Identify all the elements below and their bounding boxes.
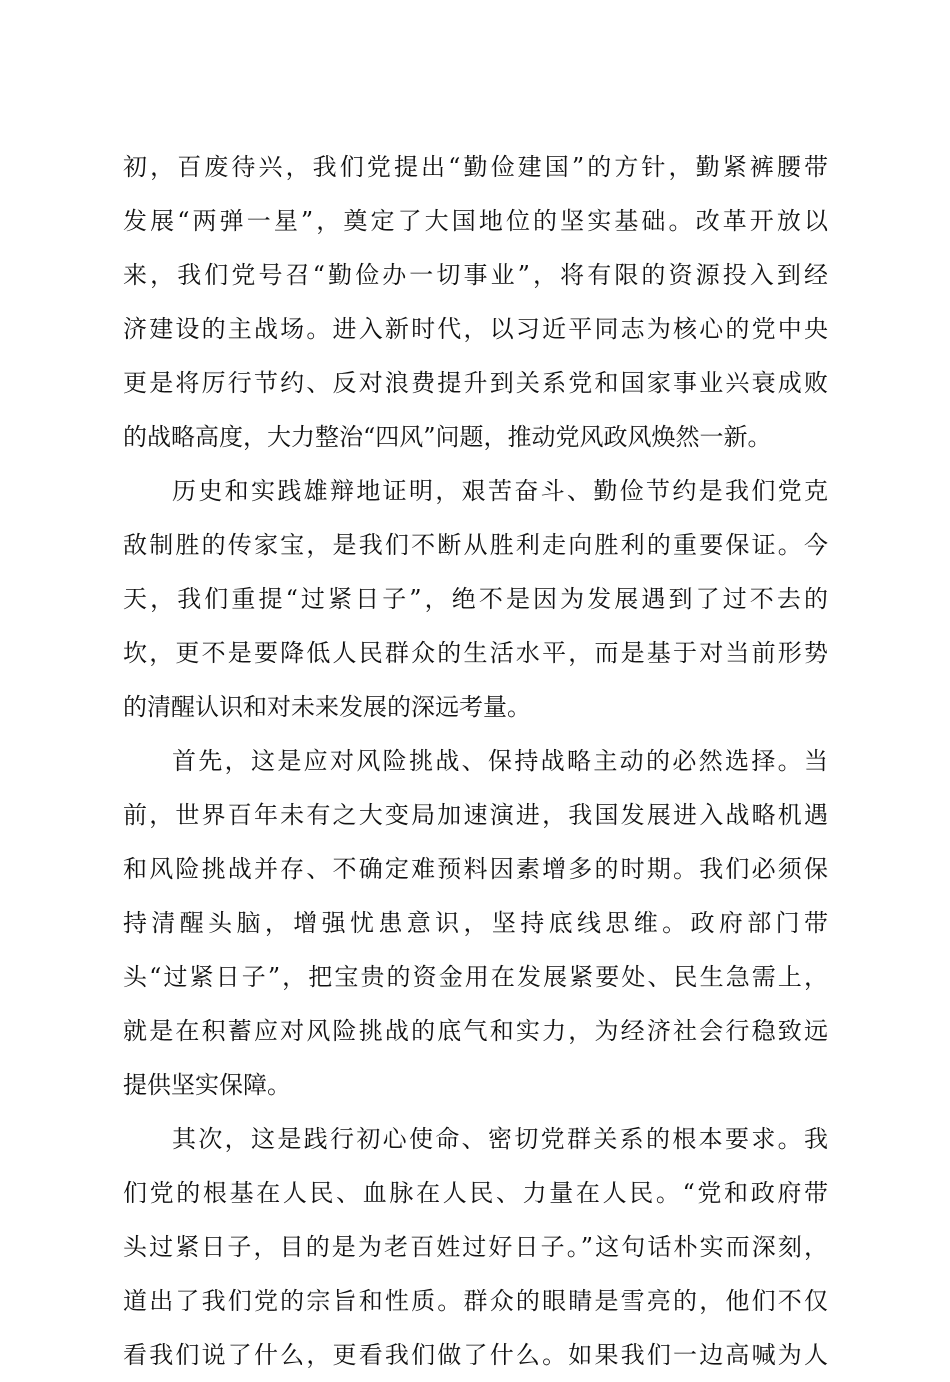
paragraph-first-line: 其次，这是践行初心使命、密切党群关系的根本要求。我 [172, 1125, 828, 1153]
body-text [123, 140, 828, 1382]
paragraph-first-line: 首先，这是应对风险挑战、保持战略主动的必然选择。当 [172, 747, 828, 775]
text-line: 和风险挑战并存、不确定难预料因素增多的时期。我们必须保 [123, 855, 828, 883]
text-line: 更是将厉行节约、反对浪费提升到关系党和国家事业兴衰成败 [123, 369, 828, 397]
text-line: 看我们说了什么，更看我们做了什么。如果我们一边高喊为人 [123, 1341, 828, 1369]
text-line: 头“过紧日子”，把宝贵的资金用在发展紧要处、民生急需上， [123, 963, 828, 991]
text-line: 提供坚实保障。 [123, 1071, 291, 1099]
text-line: 坎，更不是要降低人民群众的生活水平，而是基于对当前形势 [123, 639, 828, 667]
text-line: 头过紧日子，目的是为老百姓过好日子。”这句话朴实而深刻， [123, 1233, 828, 1261]
text-line: 就是在积蓄应对风险挑战的底气和实力，为经济社会行稳致远 [123, 1017, 828, 1045]
text-line: 天，我们重提“过紧日子”，绝不是因为发展遇到了过不去的 [123, 585, 828, 613]
text-line: 的清醒认识和对未来发展的深远考量。 [123, 693, 531, 721]
text-line: 前，世界百年未有之大变局加速演进，我国发展进入战略机遇 [123, 801, 828, 829]
text-line: 济建设的主战场。进入新时代，以习近平同志为核心的党中央 [123, 315, 828, 343]
text-line: 的战略高度，大力整治“四风”问题，推动党风政风焕然一新。 [123, 423, 772, 451]
text-line: 发展“两弹一星”，奠定了大国地位的坚实基础。改革开放以 [123, 207, 828, 235]
paragraph-first-line: 历史和实践雄辩地证明，艰苦奋斗、勤俭节约是我们党克 [172, 477, 828, 505]
text-line: 来，我们党号召“勤俭办一切事业”，将有限的资源投入到经 [123, 261, 828, 289]
text-line: 们党的根基在人民、血脉在人民、力量在人民。“党和政府带 [123, 1179, 828, 1207]
text-line: 初，百废待兴，我们党提出“勤俭建国”的方针，勤紧裤腰带 [123, 153, 828, 181]
text-line: 持清醒头脑，增强忧患意识，坚持底线思维。政府部门带 [123, 909, 828, 937]
text-line: 道出了我们党的宗旨和性质。群众的眼睛是雪亮的，他们不仅 [123, 1287, 828, 1315]
text-line: 敌制胜的传家宝，是我们不断从胜利走向胜利的重要保证。今 [123, 531, 828, 559]
